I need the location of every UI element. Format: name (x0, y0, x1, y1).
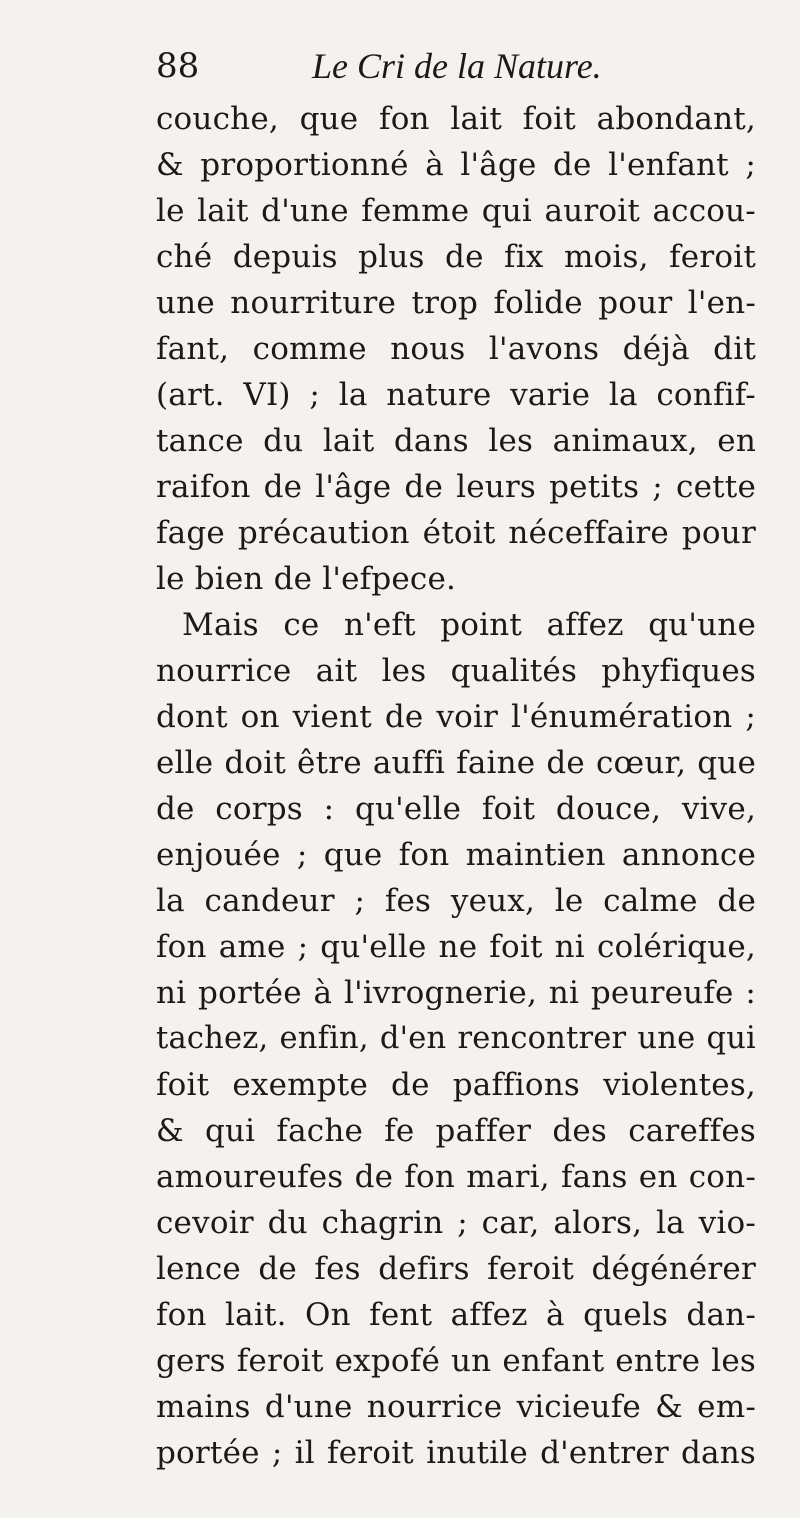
text-line: tance du lait dans les animaux, en (156, 423, 756, 459)
text-line: fon ame ; qu'elle ne foit ni colérique, (156, 929, 756, 965)
text-line: elle doit être auffi faine de cœur, que (156, 745, 756, 781)
text-line: une nourriture trop folide pour l'en- (156, 285, 756, 321)
text-line: & proportionné à l'âge de l'enfant ; (156, 147, 756, 183)
running-title: Le Cri de la Nature. (312, 46, 602, 86)
text-line: portée ; il feroit inutile d'entrer dans (156, 1435, 756, 1471)
text-line: ché depuis plus de fix mois, feroit (156, 239, 756, 275)
text-line: tachez, enfin, d'en rencontrer une qui (156, 1021, 756, 1056)
text-line: ni portée à l'ivrognerie, ni peureufe : (156, 975, 756, 1011)
text-line: nourrice ait les qualités phyfiques (156, 653, 756, 689)
text-line: de corps : qu'elle foit douce, vive, (156, 791, 756, 827)
text-line: fant, comme nous l'avons déjà dit (156, 331, 756, 367)
text-line: le bien de l'efpece. (156, 561, 457, 597)
text-line: gers feroit expofé un enfant entre les (156, 1343, 756, 1379)
text-line: couche, que fon lait foit abondant, (156, 101, 756, 137)
text-line: mains d'une nourrice vicieufe & em- (156, 1389, 756, 1425)
body-text (156, 96, 756, 1476)
text-line: lence de fes defirs feroit dégénérer (156, 1251, 756, 1287)
page-number: 88 (156, 46, 200, 86)
text-line: fon lait. On fent affez à quels dan- (156, 1297, 756, 1333)
text-line: (art. VI) ; la nature varie la confif- (156, 377, 756, 413)
text-line: enjouée ; que fon maintien annonce (156, 837, 756, 873)
text-line: le lait d'une femme qui auroit accou- (156, 193, 756, 229)
text-line: fage précaution étoit néceffaire pour (156, 515, 756, 551)
running-head (156, 44, 716, 88)
text-line: Mais ce n'eft point affez qu'une (182, 607, 756, 643)
text-line: cevoir du chagrin ; car, alors, la vio- (156, 1205, 756, 1241)
text-line: dont on vient de voir l'énumération ; (156, 699, 756, 735)
text-line: la candeur ; fes yeux, le calme de (156, 883, 756, 919)
text-line: raifon de l'âge de leurs petits ; cette (156, 469, 756, 505)
text-line: amoureufes de fon mari, fans en con- (156, 1159, 756, 1195)
text-line: foit exempte de paffions violentes, (156, 1067, 756, 1103)
text-line: & qui fache fe paffer des careffes (156, 1113, 756, 1149)
